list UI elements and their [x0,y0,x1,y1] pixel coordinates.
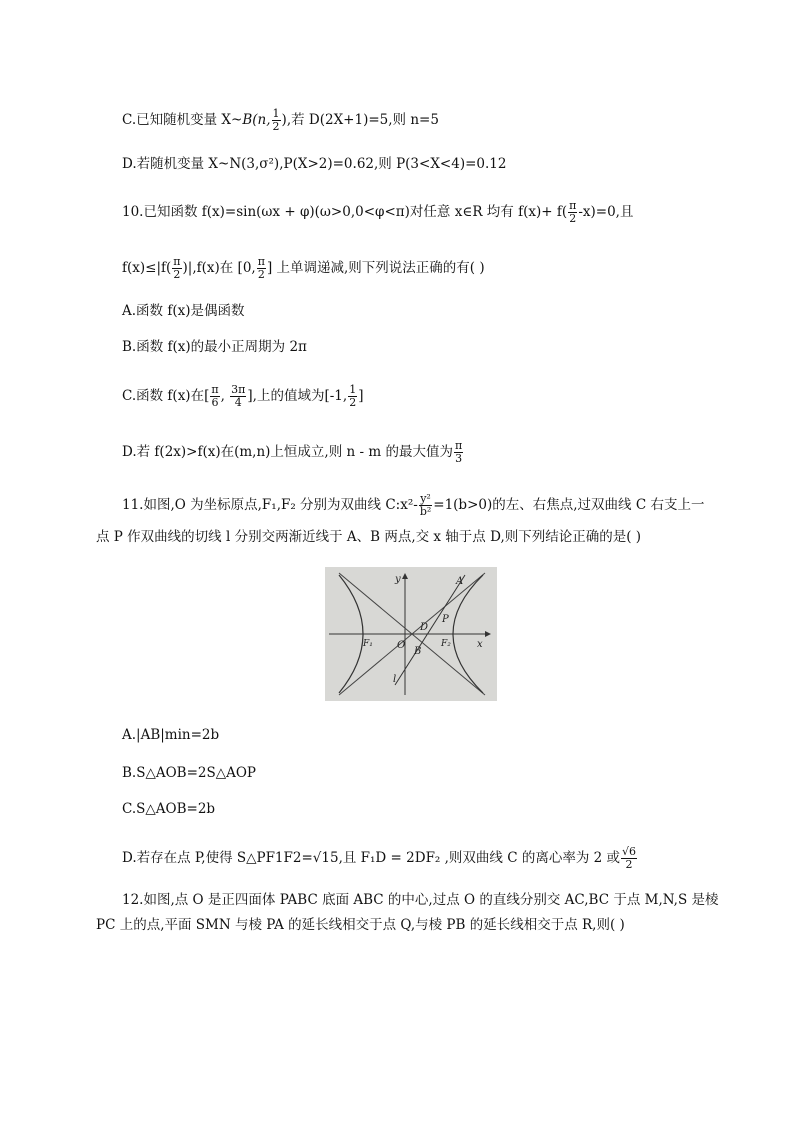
question-12-line1: 12.如图,点 O 是正四面体 PABC 底面 ABC 的中心,过点 O 的直线分别交 AC,BC 于点 M,N,S 是棱 [122,892,719,908]
question-10-option-a: A.函数 f(x)是偶函数 [122,303,245,319]
question-10-option-b: B.函数 f(x)的最小正周期为 2π [122,339,307,355]
label-f1: F₁ [363,639,373,649]
option-9c-fraction: $\frac{1}{2}$ [272,107,280,133]
label-l: l [393,674,397,685]
q10-fraction: $\frac{\pi}{2}$ [173,255,181,281]
question-12-line2: PC 上的点,平面 SMN 与棱 PA 的延长线相交于点 Q,与棱 PB 的延长线相交于点 R,则( ) [96,917,625,933]
question-10-line2: f(x)≤|f( $\frac{\pi}{2}$ )|,f(x)在 [0, $\frac{\pi}{2}$ ] 上单调递减,则下列说法正确的有( ) [122,255,485,281]
question-10-option-d: D.若 f(2x)>f(x)在(m,n)上恒成立,则 n - m 的最大值为 $\frac{\pi}{3}$ [122,439,463,465]
label-d: D [420,622,429,633]
question-11-option-b: B.S△AOB=2S△AOP [122,765,257,781]
q10-fraction: $\frac{1}{2}$ [349,383,357,409]
question-11-option-d: D.若存在点 P,使得 S△PF1F2=√15,且 F₁D = 2DF₂ ,则双曲线 C 的离心率为 2 或 $\frac{√6}{2}$ [122,845,637,871]
option-9d: D.若随机变量 X~N(3,σ²),P(X>2)=0.62,则 P(3<X<4)=0.12 [122,156,507,172]
label-b: B [414,646,422,657]
question-11-line1: 11.如图,O 为坐标原点,F₁,F₂ 分别为双曲线 C:x²- $\frac{\text{y²}}{\text{b²}}$ =1(b>0)的左、右焦点,过双曲线 C 右支上一 [122,492,705,518]
label-x: x [477,639,483,650]
label-y: y [395,574,401,585]
hyperbola-diagram [325,567,497,701]
question-11-option-c: C.S△AOB=2b [122,801,216,817]
q10-fraction: $\frac{3\pi}{4}$ [231,383,246,409]
q10-fraction: $\frac{\pi}{6}$ [211,383,219,409]
q10-fraction: $\frac{\pi}{3}$ [454,439,463,465]
label-p: P [442,614,449,625]
question-11-line2: 点 P 作双曲线的切线 l 分别交两渐近线于 A、B 两点,交 x 轴于点 D,则下列结论正确的是( ) [96,529,642,545]
label-f2: F₂ [441,639,451,649]
question-10-option-c: C.函数 f(x)在[ $\frac{\pi}{6}$ , $\frac{3\pi}{4}$ ],上的值域为[-1, $\frac{1}{2}$ ] [122,383,364,409]
q10-fraction: $\frac{\pi}{2}$ [257,255,265,281]
q11-fraction: $\frac{\text{y²}}{\text{b²}}$ [419,492,432,518]
label-o: O [397,640,406,651]
label-a: A [456,576,464,587]
q10-fraction: $\frac{\pi}{2}$ [569,199,577,225]
hyperbola-figure [325,567,497,701]
q11-fraction: $\frac{√6}{2}$ [622,845,637,871]
question-11-option-a: A.|AB|min=2b [122,727,220,743]
option-9c-suffix: ),若 D(2X+1)=5,则 n=5 [281,112,439,128]
option-9c-dist: B(n, [242,112,271,128]
question-10-line1: 10.已知函数 f(x)=sin(ωx + φ)(ω>0,0<φ<π)对任意 x∈R 均有 f(x)+ f( $\frac{\pi}{2}$ -x)=0,且 [122,199,634,225]
option-9c [122,108,439,133]
option-9c-prefix: C.已知随机变量 X~ [122,112,243,128]
